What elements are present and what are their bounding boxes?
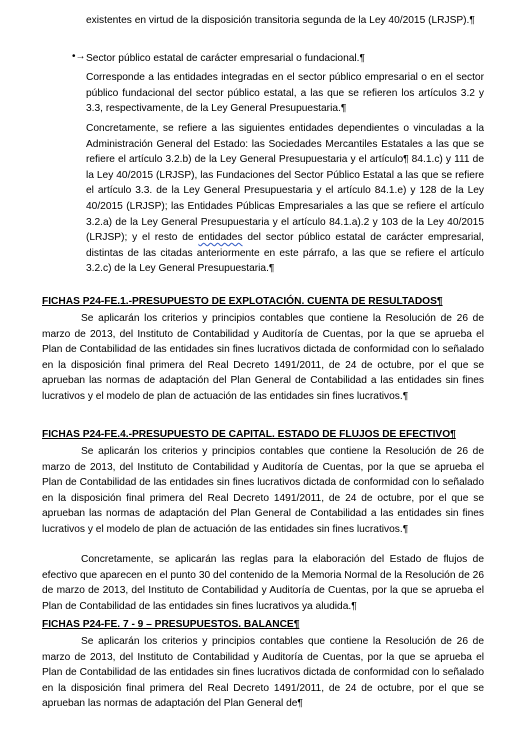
heading-fe1-presupuesto-explotacion: FICHAS P24-FE.1.-PRESUPUESTO DE EXPLOTACIÓN. CUENTA DE RESULTADOS¶	[42, 296, 443, 307]
paragraph-corresponde: Corresponde a las entidades integradas en el sector público empresarial o en el sector público fundacional del sector público estatal, a las que se refieren los artículos 3.2 y 3.3, respectivamente, de la Ley General Presupuestaria.¶	[86, 72, 484, 115]
heading-fe7-9-balance: FICHAS P24-FE. 7 - 9 – PRESUPUESTOS. BALANCE¶	[42, 619, 300, 630]
spellcheck-word: entidades	[198, 232, 243, 244]
heading-fe4-presupuesto-capital: FICHAS P24-FE.4.-PRESUPUESTO DE CAPITAL. ESTADO DE FLUJOS DE EFECTIVO¶	[42, 429, 456, 440]
bullet-sector-publico-estatal: Sector público estatal de carácter empresarial o fundacional.¶	[86, 53, 365, 64]
paragraph-fe7-9-criterios: Se aplicarán los criterios y principios contables que contiene la Resolución de 26 de marzo de 2013, del Instituto de Contabilidad y Auditoría de Cuentas, por la que se aprueba el Plan de Contabilidad de las entidades sin fines lucrativos dictada de conformidad con lo señalado en la disposición final primera del Real Decreto 1491/2011, de 24 de octubre, por el que se aprueban las normas de adaptación del Plan General de¶	[42, 636, 484, 710]
paragraph-text-part: del sector público estatal de carácter empresarial, distintas de las citadas anteriormente en este párrafo, a las que se refiere el artículo 3.2.c) de la Ley General Presupuestaria.¶	[86, 232, 484, 275]
paragraph-fe4-criterios: Se aplicarán los criterios y principios contables que contiene la Resolución de 26 de marzo de 2013, del Instituto de Contabilidad y Auditoría de Cuentas, por la que se aprueba el Plan de Contabilidad de las entidades sin fines lucrativos dictada de conformidad con lo señalado en la disposición final primera del Real Decreto 1491/2011, de 24 de octubre, por el que se aprueban las normas de adaptación del Plan General de Contabilidad a las entidades sin fines lucrativos y el modelo de plan de actuación de las entidades sin fines lucrativos.¶	[42, 446, 484, 535]
bullet-marker: •→	[72, 51, 86, 62]
paragraph-fe1-criterios: Se aplicarán los criterios y principios contables que contiene la Resolución de 26 de marzo de 2013, del Instituto de Contabilidad y Auditoría de Cuentas, por la que se aprueba el Plan de Contabilidad de las entidades sin fines lucrativos dictada de conformidad con lo señalado en la disposición final primera del Real Decreto 1491/2011, de 24 de octubre, por el que se aprueban las normas de adaptación del Plan General de Contabilidad a las entidades sin fines lucrativos y el modelo de plan de actuación de las entidades sin fines lucrativos.¶	[42, 313, 484, 402]
paragraph-concretamente-entidades	[86, 121, 484, 277]
paragraph-fe4-concretamente: Concretamente, se aplicarán las reglas para la elaboración del Estado de flujos de efectivo que aparecen en el punto 30 del contenido de la Memoria Normal de la Resolución de 26 de marzo de 2013, del Instituto de Contabilidad y Auditoría de Cuentas, por la que se aprueba el Plan de Contabilidad de las entidades sin fines lucrativos ya aludida.¶	[42, 554, 484, 612]
paragraph-text-part: Concretamente, se refiere a las siguientes entidades dependientes o vinculadas a la Administración General del Estado: las Sociedades Mercantiles Estatales a las que se refiere el artículo 3.2.b) de la Ley General Presupuestaria y el artículo¶ 84.1.c) y 111 de la Ley 40/2015 (LRJSP), las Fundaciones del Sector Público Estatal a las que se refiere el artículo 3.3. de la Ley General Presupuestaria y el artículo 84.1.e) y 128 de la Ley 40/2015 (LRJSP); las Entidades Públicas Empresariales a las que se refiere el artículo 3.2.a) de la Ley General Presupuestaria y el artículo 84.1.a).2 y 103 de la Ley 40/2015 (LRJSP); y el resto de	[86, 123, 484, 244]
paragraph-transitional-provision: existentes en virtud de la disposición transitoria segunda de la Ley 40/2015 (LRJSP).¶	[86, 15, 475, 26]
